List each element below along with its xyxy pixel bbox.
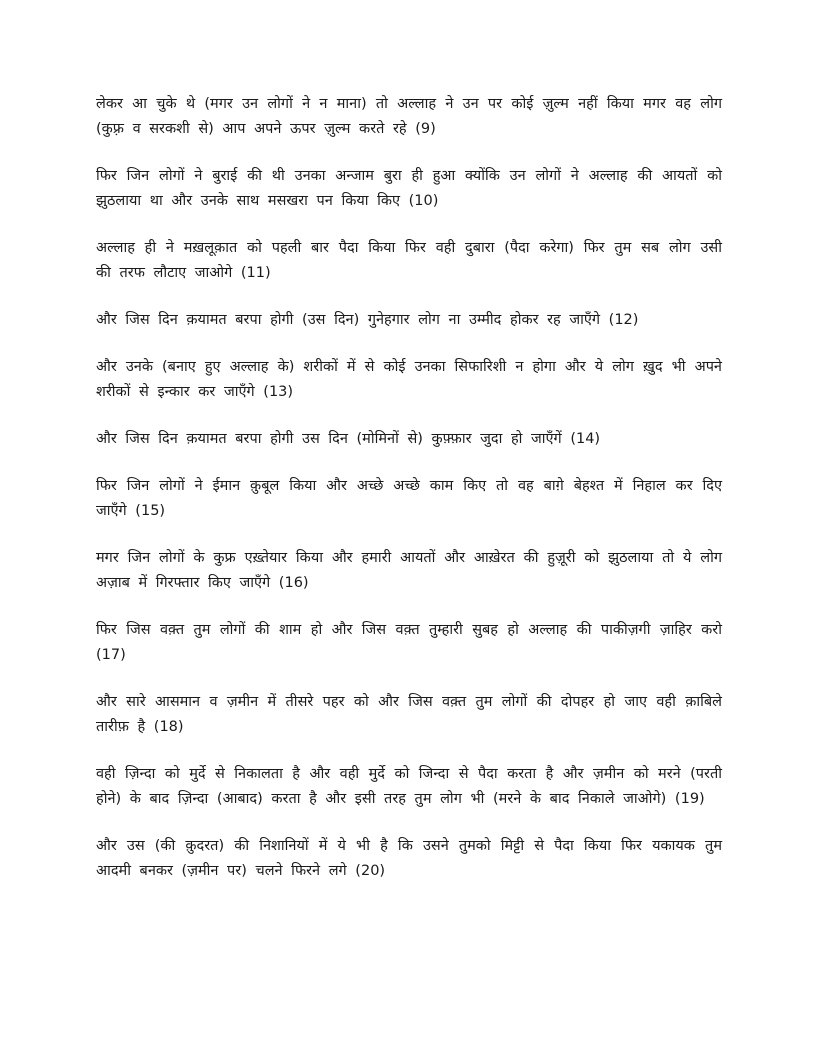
paragraph-verse-9: लेकर आ चुके थे (मगर उन लोगों ने न माना) तो अल्लाह ने उन पर कोई ज़ुल्म नहीं किया मगर वह लोग (कुफ़्र व सरकशी से) आप अपने ऊपर ज़ुल्म करते रहे (9)	[96, 96, 722, 137]
paragraph-verse-10: फिर जिन लोगों ने बुराई की थी उनका अन्जाम बुरा ही हुआ क्योंकि उन लोगों ने अल्लाह की आयतों को झुठलाया था और उनके साथ मसखरा पन किया किए (10)	[96, 168, 722, 209]
paragraph-verse-11: अल्लाह ही ने मख़लूक़ात को पहली बार पैदा किया फिर वही दुबारा (पैदा करेगा) फिर तुम सब लोग उसी की तरफ लौटाए जाओगे (11)	[96, 240, 722, 281]
paragraph-verse-15: फिर जिन लोगों ने ईमान क़ुबूल किया और अच्छे अच्छे काम किए तो वह बाग़े बेहश्त में निहाल कर दिए जाएँगे (15)	[96, 478, 722, 519]
paragraph-verse-17: फिर जिस वक़्त तुम लोगों की शाम हो और जिस वक़्त तुम्हारी सुबह हो अल्लाह की पाकीज़गी ज़ाहिर करो (17)	[96, 622, 722, 663]
paragraph-verse-14: और जिस दिन क़यामत बरपा होगी उस दिन (मोमिनों से) कुफ़्फ़ार जुदा हो जाएँगें (14)	[96, 431, 601, 447]
paragraph-verse-20: और उस (की क़ुदरत) की निशानियों में ये भी है कि उसने तुमको मिट्टी से पैदा किया फिर यकायक तुम आदमी बनकर (ज़मीन पर) चलने फिरने लगे (20)	[96, 838, 722, 879]
paragraph-verse-12: और जिस दिन क़यामत बरपा होगी (उस दिन) गुनेहगार लोग ना उम्मीद होकर रह जाएँगे (12)	[96, 312, 639, 328]
paragraph-verse-18: और सारे आसमान व ज़मीन में तीसरे पहर को और जिस वक़्त तुम लोगों की दोपहर हो जाए वही क़ाबिले तारीफ़ है (18)	[96, 694, 722, 735]
paragraph-verse-13: और उनके (बनाए हुए अल्लाह के) शरीकों में से कोई उनका सिफारिशी न होगा और ये लोग ख़ुद भी अपने शरीकों से इन्कार कर जाएँगे (13)	[96, 359, 722, 400]
page-content	[96, 92, 722, 906]
paragraph-verse-19: वही ज़िन्दा को मुर्दे से निकालता है और वही मुर्दे को जिन्दा से पैदा करता है और ज़मीन को मरने (परती होने) के बाद ज़िन्दा (आबाद) करता है और इसी तरह तुम लोग भी (मरने के बाद निकाले जाओगे) (19)	[96, 766, 722, 807]
paragraph-verse-16: मगर जिन लोगों के कुफ्र एख़्तेयार किया और हमारी आयतों और आख़ेरत की हुज़ूरी को झुठलाया तो ये लोग अज़ाब में गिरफ्तार किए जाएँगे (16)	[96, 550, 722, 591]
